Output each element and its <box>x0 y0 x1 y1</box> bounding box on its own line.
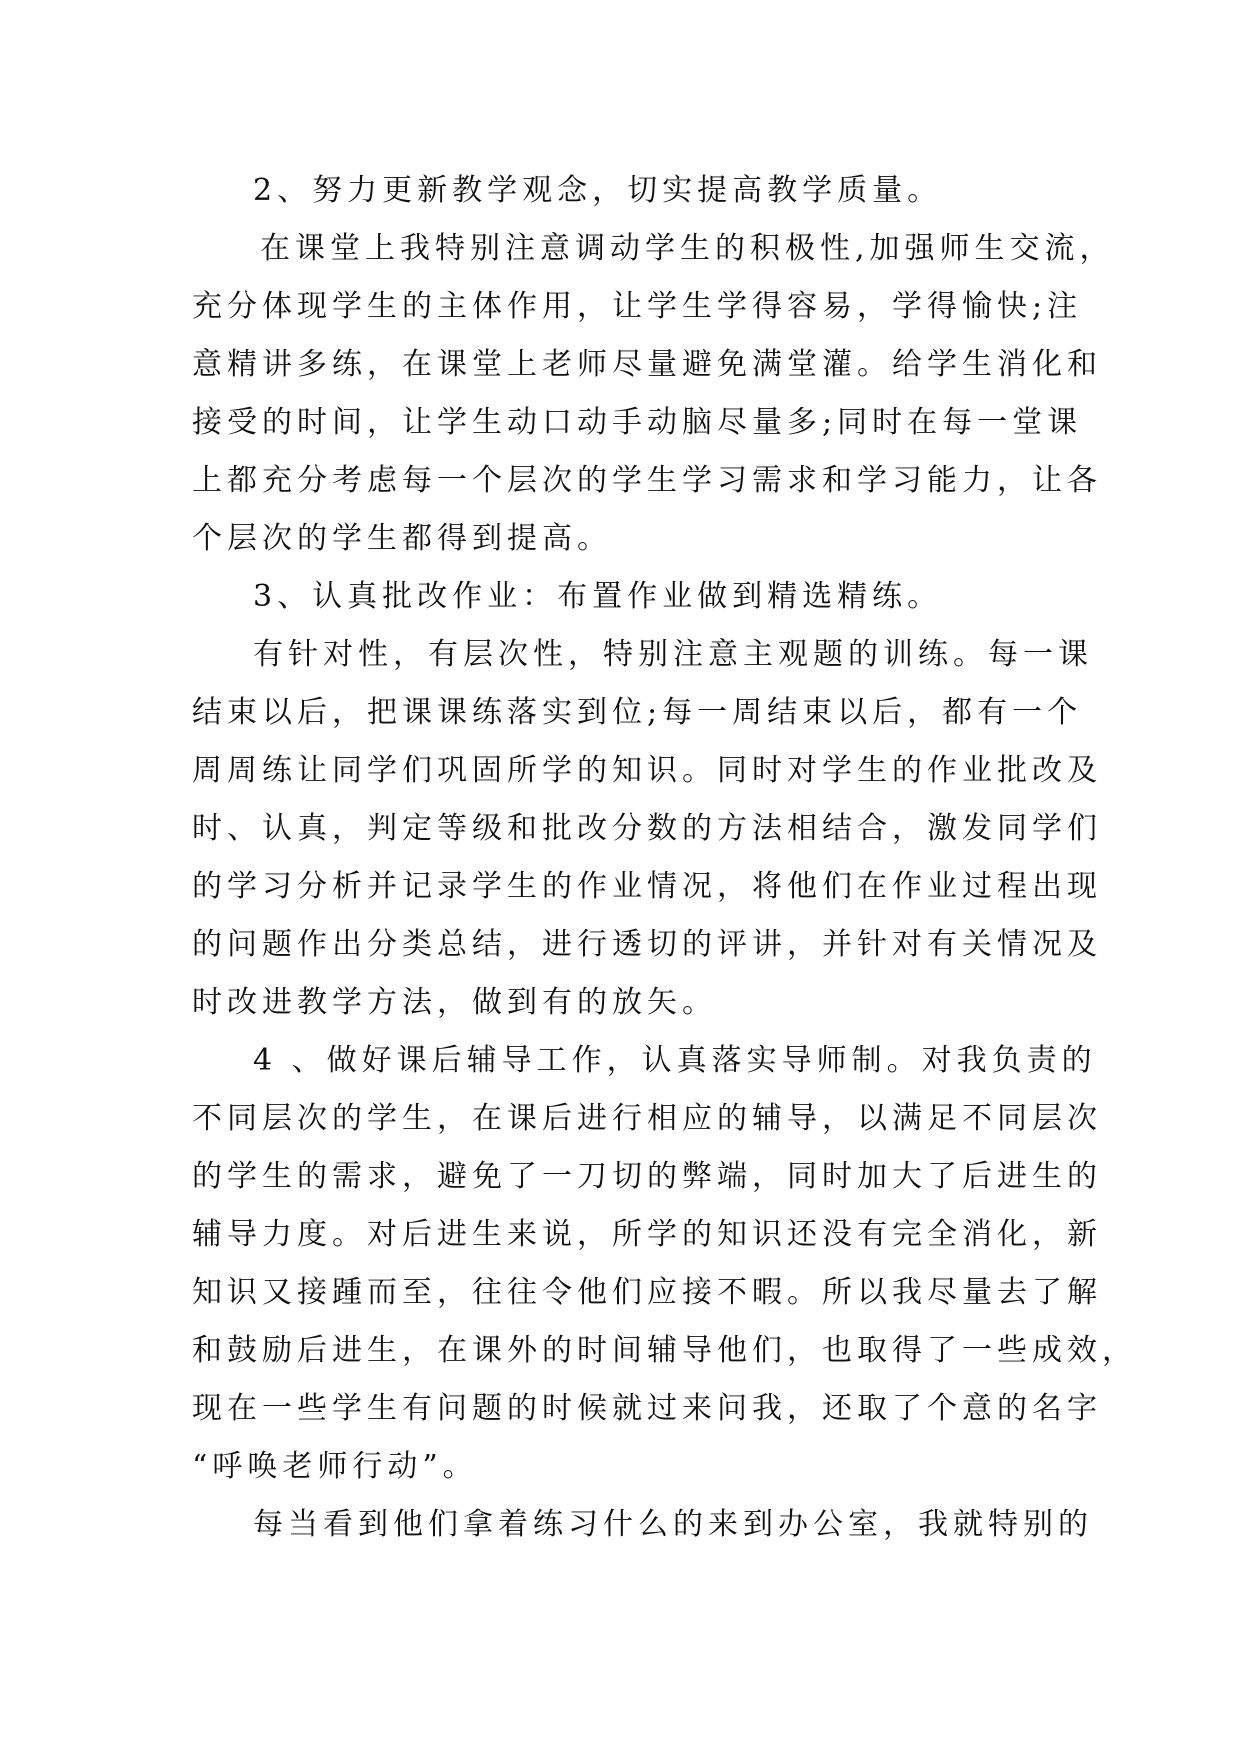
paragraph-line: 时改进教学方法，做到有的放矢。 <box>192 985 717 1020</box>
document-body <box>192 162 1137 1554</box>
paragraph-line: 和鼓励后进生，在课外的时间辅导他们，也取得了一些成效， <box>192 1333 1137 1368</box>
paragraph-line: 辅导力度。对后进生来说，所学的知识还没有完全消化，新 <box>192 1217 1102 1252</box>
paragraph-line: 接受的时间，让学生动口动手动脑尽量多;同时在每一堂课 <box>192 405 1083 440</box>
section-heading-4: 4 、做好课后辅导工作，认真落实导师制。对我负责的 <box>253 1043 1097 1078</box>
section-heading-2: 2、努力更新教学观念，切实提高教学质量。 <box>253 173 943 208</box>
paragraph-line: 意精讲多练，在课堂上老师尽量避免满堂灌。给学生消化和 <box>192 347 1102 382</box>
paragraph-line: 时、认真，判定等级和批改分数的方法相结合，激发同学们 <box>192 811 1102 846</box>
paragraph-line: 的学习分析并记录学生的作业情况，将他们在作业过程出现 <box>192 869 1102 904</box>
paragraph-line: 现在一些学生有问题的时候就过来问我，还取了个意的名字 <box>192 1391 1102 1426</box>
paragraph-line: 个层次的学生都得到提高。 <box>192 521 612 556</box>
paragraph-line: 不同层次的学生，在课后进行相应的辅导，以满足不同层次 <box>192 1101 1102 1136</box>
section-heading-3: 3、认真批改作业：布置作业做到精选精练。 <box>253 579 943 614</box>
paragraph-line: 上都充分考虑每一个层次的学生学习需求和学习能力，让各 <box>192 463 1102 498</box>
paragraph-line: 的学生的需求，避免了一刀切的弊端，同时加大了后进生的 <box>192 1159 1102 1194</box>
paragraph-line: 结束以后，把课课练落实到位;每一周结束以后，都有一个 <box>192 695 1083 730</box>
paragraph-line: “呼唤老师行动”。 <box>192 1449 478 1484</box>
paragraph-line: 在课堂上我特别注意调动学生的积极性,加强师生交流， <box>260 231 1115 266</box>
paragraph-line: 每当看到他们拿着练习什么的来到办公室，我就特别的 <box>253 1507 1093 1542</box>
paragraph-line: 知识又接踵而至，往往令他们应接不暇。所以我尽量去了解 <box>192 1275 1102 1310</box>
paragraph-line: 充分体现学生的主体作用，让学生学得容易，学得愉快;注 <box>192 289 1083 324</box>
paragraph-line: 有针对性，有层次性，特别注意主观题的训练。每一课 <box>253 637 1093 672</box>
paragraph-line: 周周练让同学们巩固所学的知识。同时对学生的作业批改及 <box>192 753 1102 788</box>
paragraph-line: 的问题作出分类总结，进行透切的评讲，并针对有关情况及 <box>192 927 1102 962</box>
